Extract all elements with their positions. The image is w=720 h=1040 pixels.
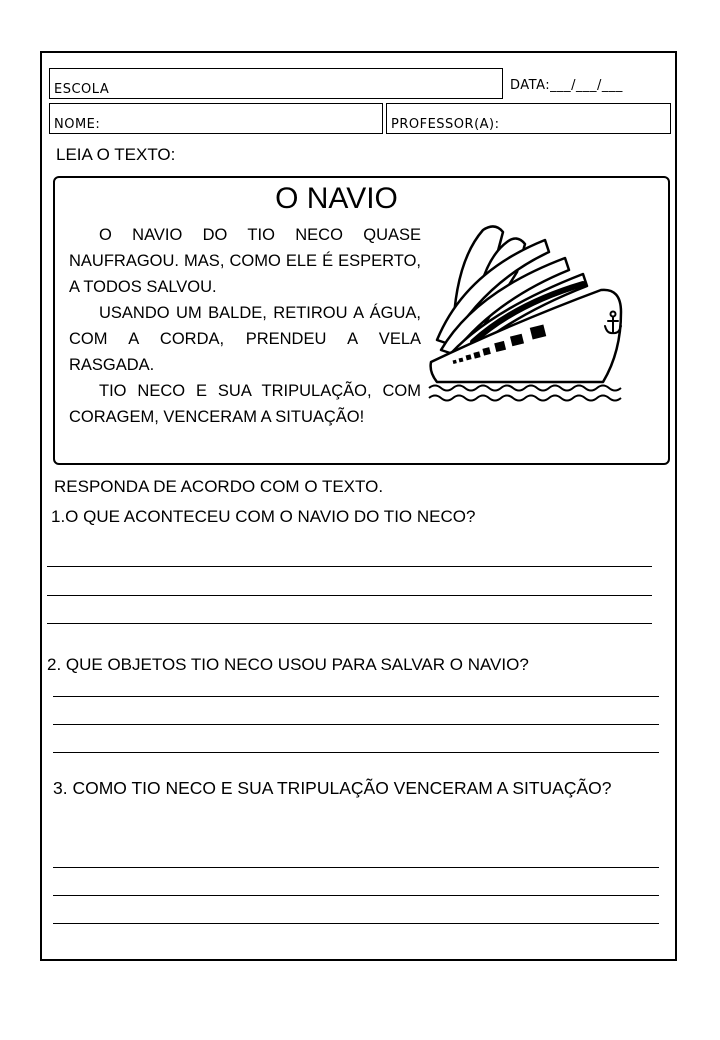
answer-line[interactable]	[47, 595, 652, 596]
date-field[interactable]: DATA:___/___/___	[510, 78, 623, 93]
question-3: 3. COMO TIO NECO E SUA TRIPULAÇÃO VENCERAM A SITUAÇÃO?	[53, 778, 612, 798]
story-paragraph: USANDO UM BALDE, RETIROU A ÁGUA, COM A CORDA, PRENDEU A VELA RASGADA.	[69, 304, 421, 374]
answer-line[interactable]	[53, 696, 659, 697]
ship-icon	[425, 222, 625, 404]
teacher-label: PROFESSOR(A):	[391, 117, 500, 132]
answer-line[interactable]	[47, 566, 652, 567]
answer-line[interactable]	[53, 752, 659, 753]
answer-line[interactable]	[53, 895, 659, 896]
school-label: ESCOLA	[54, 82, 110, 97]
answer-line[interactable]	[53, 923, 659, 924]
story-title: O NAVIO	[275, 182, 398, 215]
name-label: NOME:	[54, 117, 101, 132]
question-2: 2. QUE OBJETOS TIO NECO USOU PARA SALVAR O NAVIO?	[47, 655, 529, 674]
answer-line[interactable]	[53, 867, 659, 868]
answer-instruction: RESPONDA DE ACORDO COM O TEXTO.	[54, 477, 384, 496]
story-paragraph: O NAVIO DO TIO NECO QUASE NAUFRAGOU. MAS, COMO ELE É ESPERTO, A TODOS SALVOU.	[69, 226, 421, 296]
read-instruction: LEIA O TEXTO:	[56, 145, 176, 164]
story-paragraph: TIO NECO E SUA TRIPULAÇÃO, COM CORAGEM, VENCERAM A SITUAÇÃO!	[69, 382, 421, 426]
story-text	[69, 222, 421, 430]
school-field[interactable]	[49, 68, 503, 99]
answer-line[interactable]	[47, 623, 652, 624]
answer-line[interactable]	[53, 724, 659, 725]
teacher-field[interactable]	[386, 103, 671, 134]
question-1: 1.O QUE ACONTECEU COM O NAVIO DO TIO NECO?	[51, 507, 476, 526]
name-field[interactable]	[49, 103, 383, 134]
